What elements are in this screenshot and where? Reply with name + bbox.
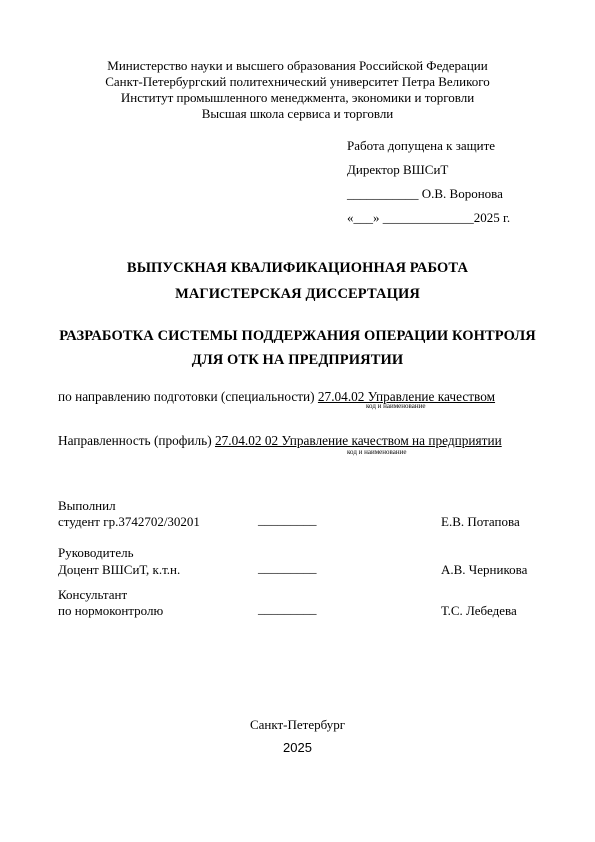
thesis-type-title: ВЫПУСКНАЯ КВАЛИФИКАЦИОННАЯ РАБОТА — [126, 260, 469, 276]
thesis-subtype-title: МАГИСТЕРСКАЯ ДИССЕРТАЦИЯ — [175, 286, 420, 302]
direction-value: 27.04.02 Управление качеством — [317, 389, 496, 404]
consultant-name: Т.С. Лебедева — [441, 603, 517, 618]
institute-line: Институт промышленного менеджмента, экономики и торговли — [120, 90, 475, 105]
consultant-signature-line: _________ — [258, 601, 317, 616]
topic-line-1: РАЗРАБОТКА СИСТЕМЫ ПОДДЕРЖАНИЯ ОПЕРАЦИИ КОНТРОЛЯ — [59, 328, 536, 344]
approval-signature: ___________ О.В. Воронова — [347, 186, 503, 201]
author-role-label: Выполнил — [58, 498, 116, 513]
profile-caption: код и наименование — [347, 448, 407, 456]
author-group: студент гр.3742702/30201 — [58, 514, 200, 529]
approval-admitted: Работа допущена к защите — [347, 138, 496, 153]
supervisor-name: А.В. Черникова — [441, 562, 528, 577]
direction-prefix: по направлению подготовки (специальности) — [58, 389, 318, 404]
profile-prefix: Направленность (профиль) — [58, 433, 215, 448]
footer-city: Санкт-Петербург — [249, 717, 346, 732]
consultant-role-label: Консультант — [58, 587, 128, 602]
approval-director: Директор ВШСиТ — [347, 162, 449, 177]
approval-date: «___» ______________2025 г. — [347, 210, 511, 225]
school-line: Высшая школа сервиса и торговли — [201, 106, 394, 121]
supervisor-role-label: Руководитель — [58, 545, 134, 560]
author-name: Е.В. Потапова — [441, 514, 520, 529]
direction-caption: код и наименование — [366, 402, 426, 410]
supervisor-position: Доцент ВШСиТ, к.т.н. — [58, 562, 181, 577]
profile-line — [58, 433, 502, 449]
direction-line — [58, 389, 495, 405]
supervisor-signature-line: _________ — [258, 560, 317, 575]
university-line: Санкт-Петербургский политехнический университет Петра Великого — [105, 74, 490, 89]
topic-line-2: ДЛЯ ОТК НА ПРЕДПРИЯТИИ — [191, 352, 404, 368]
consultant-position: по нормоконтролю — [58, 603, 164, 618]
profile-value: 27.04.02 02 Управление качеством на предприятии — [214, 433, 502, 448]
author-signature-line: _________ — [258, 512, 317, 527]
footer-year: 2025 — [283, 740, 312, 755]
ministry-line: Министерство науки и высшего образования Российской Федерации — [107, 58, 488, 73]
